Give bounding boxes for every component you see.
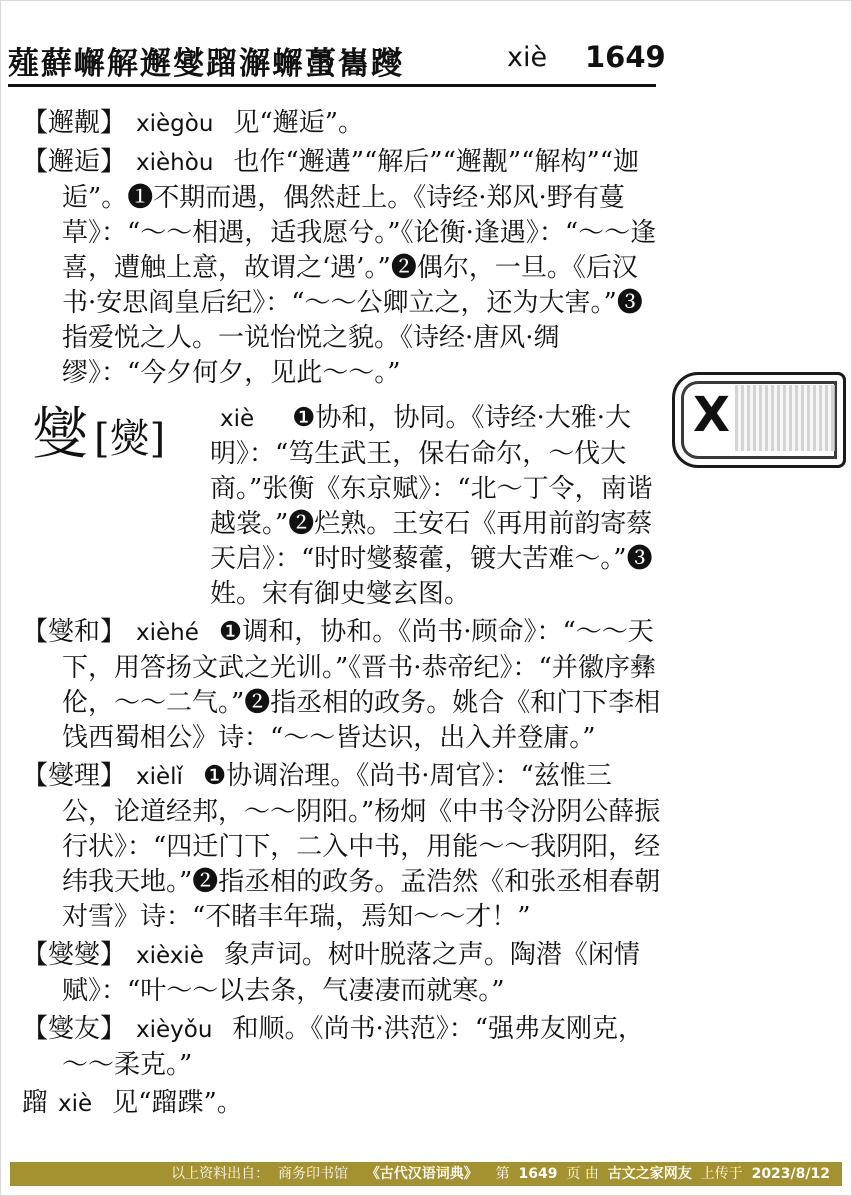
header-page-number: 1649 bbox=[585, 40, 666, 74]
entry-pinyin: xiègòu bbox=[136, 111, 214, 137]
entry-pinyin: xiè bbox=[220, 406, 255, 432]
entry-definition: ❶协调治理。《尚书·周官》：“兹惟三公，论道经邦，～～阴阳。”杨炯《中书令汾阴公薛振行状》：“四迁门下，二入中书，用能～～我阴阳，经纬我天地。”❷指丞相的政务。孟浩然《和张丞相春朝对雪》诗：“不睹丰年瑞，焉知～～才！” bbox=[62, 761, 661, 932]
footer-text: 上传于 bbox=[700, 1166, 743, 1182]
entry-xiehou bbox=[22, 145, 662, 391]
entry-xiexie bbox=[22, 938, 662, 1009]
entry-last bbox=[22, 1086, 662, 1122]
entry-pinyin: xièyǒu bbox=[136, 1017, 213, 1043]
entry-headword: 【邂逅】 bbox=[22, 147, 127, 177]
footer-page: 1649 bbox=[518, 1166, 558, 1182]
footer-date: 2023/8/12 bbox=[751, 1166, 830, 1182]
header-rule bbox=[8, 84, 656, 87]
entry-pinyin: xièlǐ bbox=[136, 764, 183, 790]
header-pinyin: xiè bbox=[507, 42, 548, 73]
entry-xie bbox=[22, 401, 662, 612]
entry-pinyin: xiè bbox=[58, 1091, 93, 1117]
entry-definition: 象声词。树叶脱落之声。陶潜《闲情赋》：“叶～～以去条，气凄凄而就寒。” bbox=[62, 940, 640, 1006]
footer-publisher: 商务印书馆 bbox=[278, 1166, 348, 1182]
entry-pinyin: xièhé bbox=[136, 620, 199, 646]
entry-definition: 见“邂逅”。 bbox=[233, 108, 365, 138]
tab-texture bbox=[735, 385, 835, 451]
thumb-index-tab bbox=[672, 372, 846, 468]
footer-text: 页 由 bbox=[566, 1166, 599, 1182]
tab-letter: X bbox=[693, 387, 731, 443]
entry-definition: 也作“邂遘”“解后”“邂觏”“解构”“迦逅”。❶不期而遇，偶然赶上。《诗经·郑风·野有蔓草》：“～～相遇，适我愿兮。”《论衡·逢遇》：“～～逢喜，遭触上意，故谓之‘遇’。”❷偶尔，一旦。《后汉书·安思阎皇后纪》：“～～公卿立之，还为大害。”❸指爱悦之人。一说怡悦之貌。《诗经·唐风·绸缪》：“今夕何夕，见此～～。” bbox=[62, 147, 657, 388]
entry-definition: ❶调和，协和。《尚书·顾命》：“～～天下，用答扬文武之光训。”《晋书·恭帝纪》：“并徽序彝伦，～～二气。”❷指丞相的政务。姚合《和门下李相饯西蜀相公》诗：“～～皆达识，出入并登庸。” bbox=[62, 617, 661, 753]
entry-pinyin: xièxiè bbox=[136, 943, 204, 969]
footer-book-title: 《古代汉语词典》 bbox=[365, 1166, 478, 1182]
entry-headword: 【燮和】 bbox=[22, 617, 127, 647]
entry-xieyou bbox=[22, 1012, 662, 1083]
footer-site: 古文之家网友 bbox=[607, 1166, 692, 1182]
variant-character: [爕] bbox=[94, 416, 166, 462]
entry-headword: 【燮理】 bbox=[22, 761, 127, 791]
entry-definition: 和顺。《尚书·洪范》：“强弗友刚克，～～柔克。” bbox=[62, 1014, 644, 1080]
footer-text: 以上资料出自： bbox=[171, 1166, 270, 1182]
entry-definition: 见“蹓蹀”。 bbox=[112, 1088, 243, 1118]
entry-xieli bbox=[22, 759, 662, 935]
entry-xiehe bbox=[22, 615, 662, 756]
header-guide-characters: 薤蘚嶰解邂燮蹓澥蠏蠆巂躞 bbox=[8, 46, 404, 82]
entry-pinyin: xièhòu bbox=[136, 150, 214, 176]
entry-headword: 【燮燮】 bbox=[22, 940, 127, 970]
entry-headword: 【燮友】 bbox=[22, 1014, 127, 1044]
entry-definition: ❶协和，协同。《诗经·大雅·大明》：“笃生武王，保右命尔，～伐大商。”张衡《东京赋》：“北～丁令，南谐越裳。”❷烂熟。王安石《再用前韵寄蔡天启》：“时时燮藜藿，镀大苦难～。”❸姓。宋有御史燮玄图。 bbox=[210, 403, 653, 609]
large-headword: 燮 bbox=[32, 402, 88, 467]
entry-headword: 蹓 bbox=[22, 1088, 49, 1118]
footer-text: 第 bbox=[495, 1166, 510, 1182]
dictionary-content bbox=[22, 106, 662, 1125]
entry-xiegou bbox=[22, 106, 662, 142]
source-footer bbox=[10, 1162, 842, 1186]
entry-headword: 【邂觏】 bbox=[22, 108, 127, 138]
